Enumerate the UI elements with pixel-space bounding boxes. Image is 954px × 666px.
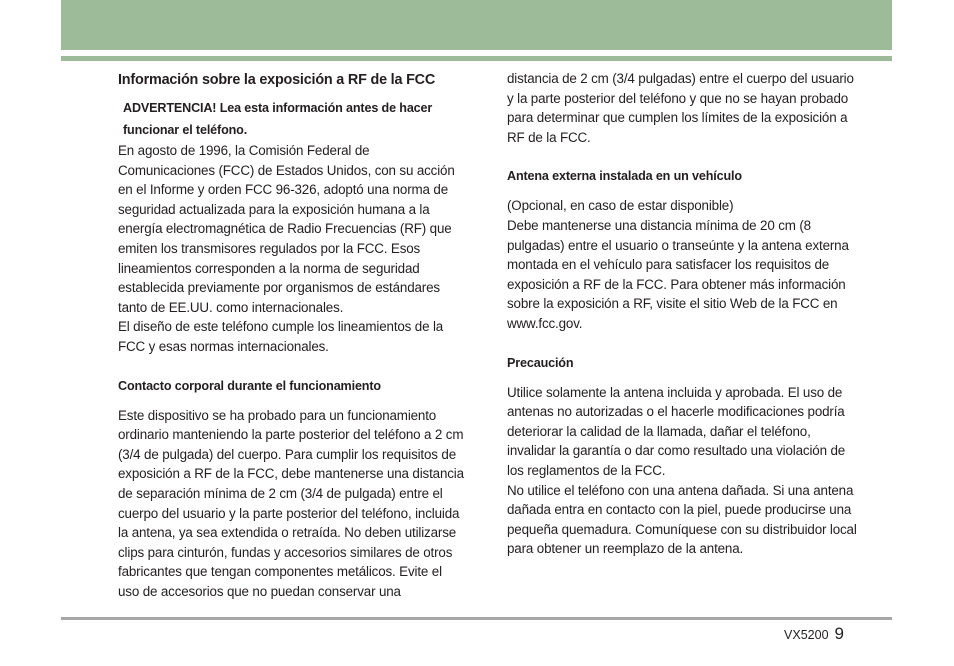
page-number: 9 <box>834 624 844 643</box>
caution-paragraph-2: No utilice el teléfono con una antena dañada. Si una antena dañada entra en contacto con la piel, puede producirse una pequeña quemadura. Comuníquese con su distribuidor local para obtener un reemplazo de la antena. <box>507 482 857 557</box>
right-column <box>507 69 857 559</box>
header-rule <box>61 56 892 61</box>
model-name: VX5200 <box>784 628 829 642</box>
header-band <box>61 0 892 50</box>
spacer <box>118 357 464 377</box>
caution-heading: Precaución <box>507 355 574 370</box>
left-column <box>118 69 464 601</box>
spacer <box>507 147 857 167</box>
warning-text: ADVERTENCIA! Lea esta información antes de hacer funcionar el teléfono. <box>123 101 433 137</box>
page-footer <box>784 624 844 645</box>
intro-paragraph-2: El diseño de este teléfono cumple los lineamientos de la FCC y esas normas internacionales. <box>118 319 444 354</box>
vehicle-antenna-paragraph: Debe mantenerse una distancia mínima de 20 cm (8 pulgadas) entre el usuario o transeúnte y la antena externa montada en el vehículo para satisfacer los requisitos de exposición a RF de la FCC. Para obtener más información sobre la exposición a RF, visite el sitio Web de la FCC en www.fcc.gov. <box>507 217 849 331</box>
continuation-paragraph: distancia de 2 cm (3/4 pulgadas) entre el cuerpo del usuario y la parte posterior del teléfono y que no se hayan probado para determinar que cumplen los límites de la exposición a RF de la FCC. <box>507 71 854 145</box>
body-contact-heading: Contacto corporal durante el funcionamiento <box>118 378 381 393</box>
vehicle-optional-note: (Opcional, en caso de estar disponible) <box>507 198 734 214</box>
vehicle-antenna-heading: Antena externa instalada en un vehículo <box>507 169 742 184</box>
section-title: Información sobre la exposición a RF de la FCC <box>118 72 436 88</box>
intro-paragraph-1: En agosto de 1996, la Comisión Federal de Comunicaciones (FCC) de Estados Unidos, con su acción en el Informe y orden FCC 96-326, adoptó una norma de seguridad actualizada para la exposición humana a la energía electromagnética de Radio Frecuencias (RF) que emiten los transmisores regulados por la FCC. Esos lineamientos corresponden a la norma de seguridad establecida previamente por organismos de estándares tanto de EE.UU. como internacionales. <box>118 143 455 315</box>
body-contact-paragraph: Este dispositivo se ha probado para un funcionamiento ordinario manteniendo la parte posterior del teléfono a 2 cm (3/4 de pulgada) del cuerpo. Para cumplir los requisitos de exposición a RF de la FCC, debe mantenerse una distancia de separación mínima de 2 cm (3/4 de pulgada) entre el cuerpo del usuario y la parte posterior del teléfono, incluida la antena, ya sea extendida o retraída. No deben utilizarse clips para cinturón, fundas y accesorios similares de otros fabricantes que tengan componentes metálicos. Evite el uso de accesorios que no puedan conservar una <box>118 407 464 599</box>
spacer <box>507 334 857 354</box>
caution-paragraph-1: Utilice solamente la antena incluida y aprobada. El uso de antenas no autorizadas o el hacerle modificaciones podría deteriorar la calidad de la llamada, dañar el teléfono, invalidar la garantía o dar como resultado una violación de los reglamentos de la FCC. <box>507 384 846 478</box>
footer-rule <box>61 617 892 620</box>
